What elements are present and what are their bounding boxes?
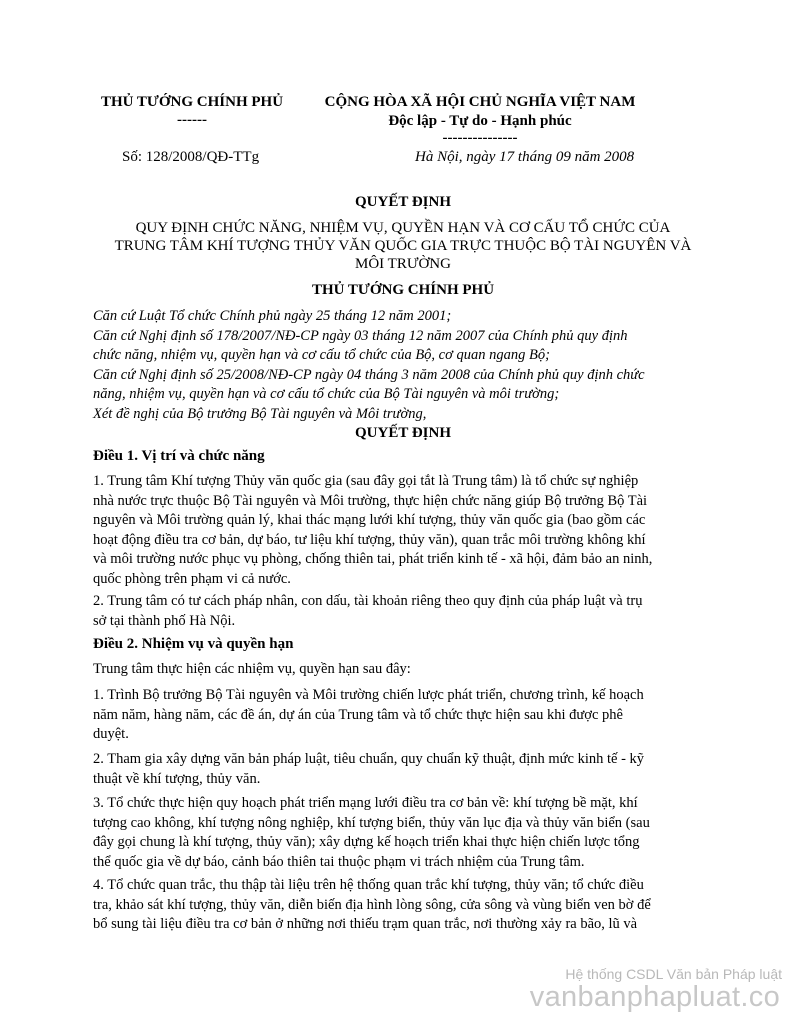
motto-dash: --------------- (442, 130, 518, 146)
text-line: tượng cao không, khí tượng nông nghiệp, khí tượng biển, thủy văn lục địa và thủy văn biển (sau (93, 814, 650, 831)
text-line: bổ sung tài liệu điều tra cơ bản ở những nơi thiếu trạm quan trắc, nơi thường xảy ra bão, lũ và (93, 916, 638, 932)
issuer-dash: ------ (177, 112, 207, 128)
text-line: 1. Trung tâm Khí tượng Thủy văn quốc gia (sau đây gọi tắt là Trung tâm) là tổ chức sự nghiệp (93, 473, 639, 489)
preamble-line: chức năng, nhiệm vụ, quyền hạn và cơ cấu tổ chức của Bộ, cơ quan ngang Bộ; (93, 347, 550, 363)
subject-line-1: QUY ĐỊNH CHỨC NĂNG, NHIỆM VỤ, QUYỀN HẠN VÀ CƠ CẤU TỔ CHỨC CỦA (135, 220, 671, 236)
nation-name: CỘNG HÒA XÃ HỘI CHỦ NGHĨA VIỆT NAM (324, 94, 636, 110)
text-line: duyệt. (93, 726, 129, 742)
text-line: Trung tâm thực hiện các nhiệm vụ, quyền hạn sau đây: (93, 661, 411, 677)
text-line: 2. Tham gia xây dựng văn bản pháp luật, tiêu chuẩn, quy chuẩn kỹ thuật, định mức kinh tế - kỹ (93, 751, 645, 767)
text-line: thuật về khí tượng, thủy văn. (93, 770, 261, 787)
article-2-heading: Điều 2. Nhiệm vụ và quyền hạn (93, 636, 294, 652)
article-2-item-4 (93, 876, 713, 935)
text-line: 4. Tổ chức quan trắc, thu thập tài liệu trên hệ thống quan trắc khí tượng, thủy văn; tổ chức điều (93, 877, 644, 893)
text-line: 1. Trình Bộ trưởng Bộ Tài nguyên và Môi trường chiến lược phát triển, chương trình, kế hoạch (93, 687, 644, 703)
document-number: Số: 128/2008/QĐ-TTg (122, 149, 260, 165)
article-2-item-3 (93, 794, 713, 872)
preamble-line: Căn cứ Luật Tổ chức Chính phủ ngày 25 tháng 12 năm 2001; (93, 308, 452, 324)
preamble (93, 307, 713, 424)
text-line: 3. Tổ chức thực hiện quy hoạch phát triển mạng lưới điều tra cơ bản về: khí tượng bề mặt, khí (93, 795, 638, 811)
text-line: hoạt động điều tra cơ bản, dự báo, tư liệu khí tượng, thủy văn), quan trắc môi trường không khí (93, 531, 646, 548)
document-title: QUYẾT ĐỊNH (355, 194, 451, 210)
text-line: thể quốc gia về dự báo, cảnh báo thiên tai thuộc phạm vi trách nhiệm của Trung tâm. (93, 853, 585, 870)
article-1-paragraph-2 (93, 592, 713, 631)
text-line: năm năm, hàng năm, các đề án, dự án của Trung tâm và tổ chức thực hiện sau khi được phê (93, 706, 623, 723)
text-line: quốc phòng trên phạm vi cả nước. (93, 570, 291, 587)
article-2-intro (93, 660, 713, 680)
preamble-line: năng, nhiệm vụ, quyền hạn và cơ cấu tổ chức của Bộ Tài nguyên và môi trường; (93, 386, 560, 402)
subject-line-2: TRUNG TÂM KHÍ TƯỢNG THỦY VĂN QUỐC GIA TRỰC THUỘC BỘ TÀI NGUYÊN VÀ (114, 238, 692, 254)
preamble-line: Căn cứ Nghị định số 178/2007/NĐ-CP ngày 03 tháng 12 năm 2007 của Chính phủ quy định (93, 327, 628, 344)
watermark-caption: Hệ thống CSDL Văn bản Pháp luật (565, 966, 782, 982)
authority-heading: THỦ TƯỚNG CHÍNH PHỦ (311, 282, 495, 298)
article-2-item-2 (93, 750, 713, 789)
issuer-name: THỦ TƯỚNG CHÍNH PHỦ (100, 94, 284, 110)
article-1-heading: Điều 1. Vị trí và chức năng (93, 448, 265, 464)
text-line: 2. Trung tâm có tư cách pháp nhân, con dấu, tài khoản riêng theo quy định của pháp luật và trụ (93, 593, 643, 609)
place-date: Hà Nội, ngày 17 tháng 09 năm 2008 (415, 149, 635, 165)
watermark-site[interactable]: vanbanphapluat.co (529, 981, 780, 1013)
preamble-line: Xét đề nghị của Bộ trưởng Bộ Tài nguyên và Môi trường, (93, 405, 427, 422)
text-line: đây gọi chung là khí tượng, thủy văn); xây dựng kế hoạch triển khai thực hiện chiến lược tổng (93, 834, 640, 850)
text-line: tra, khảo sát khí tượng, thủy văn, diễn biến địa hình lòng sông, cửa sông và vùng biển ven bờ để (93, 896, 651, 913)
text-line: nhà nước trực thuộc Bộ Tài nguyên và Môi trường, thực hiện chức năng giúp Bộ trưởng Bộ Tài (93, 492, 648, 509)
text-line: sở tại thành phố Hà Nội. (93, 612, 236, 629)
preamble-line: Căn cứ Nghị định số 25/2008/NĐ-CP ngày 04 tháng 3 năm 2008 của Chính phủ quy định chức (93, 366, 645, 383)
text-line: và môi trường nước phục vụ phòng, chống thiên tai, phát triển kinh tế - xã hội, đảm bảo an ninh, (93, 551, 653, 567)
article-1-paragraph-1 (93, 472, 713, 589)
text-line: nguyên và Môi trường quản lý, khai thác mạng lưới khí tượng, thủy văn quốc gia (bao gồm các (93, 512, 646, 528)
decision-heading: QUYẾT ĐỊNH (355, 425, 451, 441)
article-2-item-1 (93, 686, 713, 745)
subject-line-3: MÔI TRƯỜNG (355, 256, 451, 272)
national-motto: Độc lập - Tự do - Hạnh phúc (388, 113, 572, 129)
